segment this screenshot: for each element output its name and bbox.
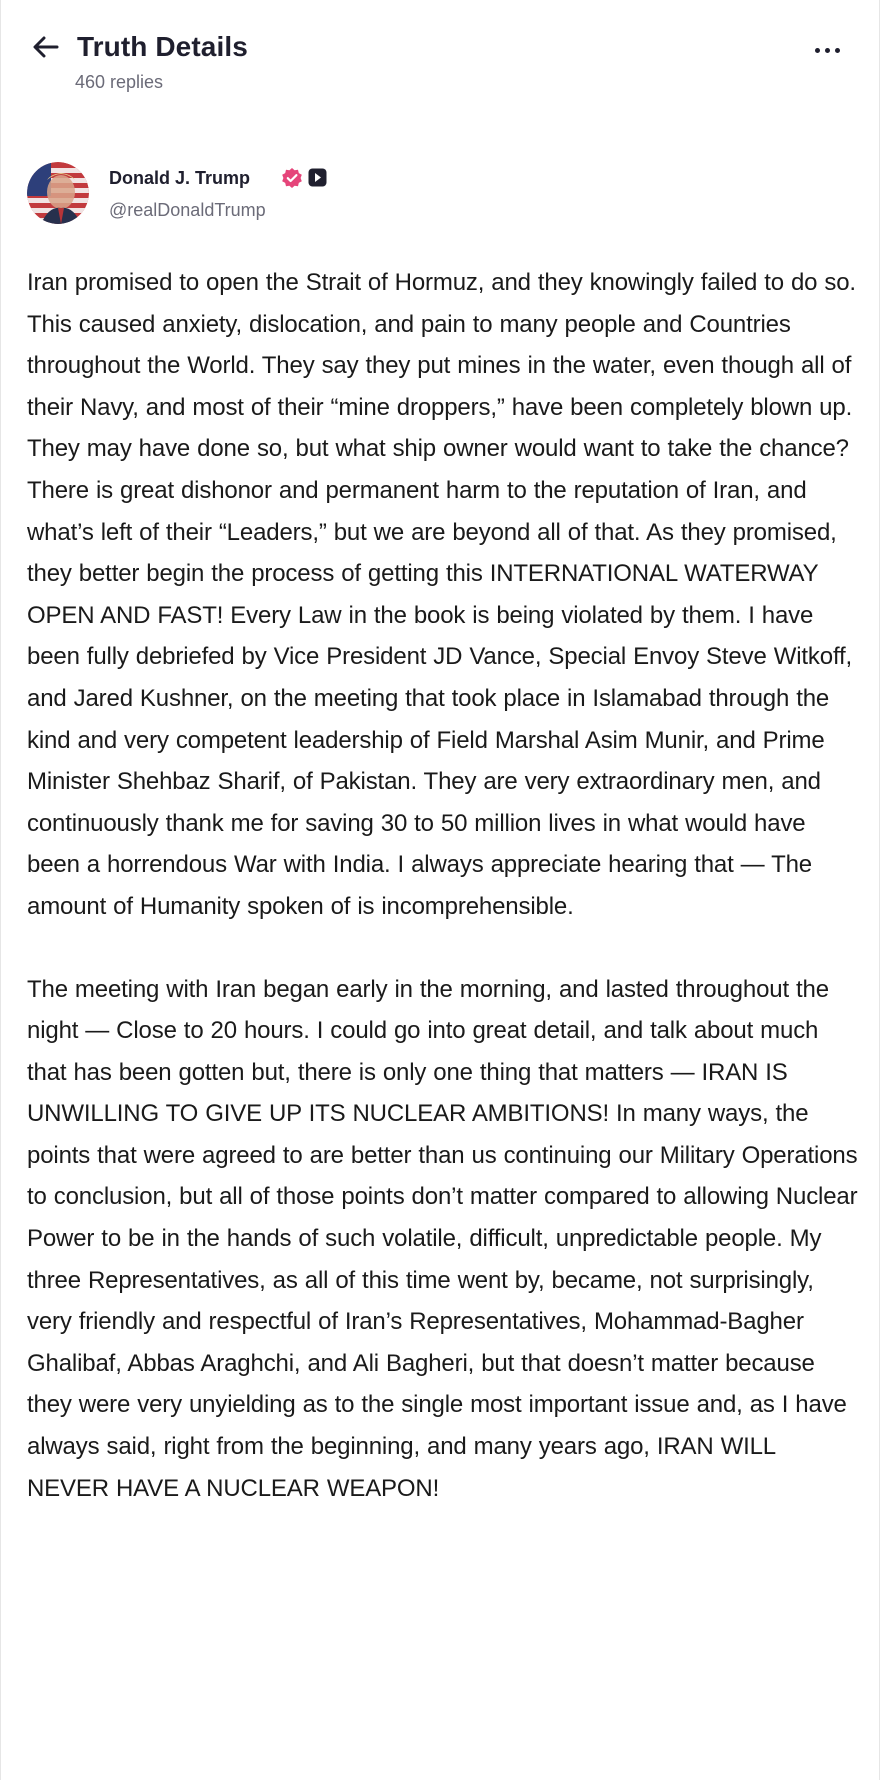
plus-square-icon (308, 168, 327, 187)
author-handle[interactable]: @realDonaldTrump (109, 200, 266, 220)
arrow-left-icon (33, 36, 59, 58)
post-body (27, 262, 859, 1550)
back-button[interactable] (29, 30, 63, 64)
verified-badge-icon (281, 167, 303, 189)
author-block (27, 158, 847, 228)
more-horizontal-icon (815, 48, 820, 53)
post-paragraph: The meeting with Iran began early in the morning, and lasted throughout the night — Close to 20 hours. I could go into great detail, and talk about much that has been gotten but, there is only one thing that matters — IRAN IS UNWILLING TO GIVE UP ITS NUCLEAR AMBITIONS! In many ways, the points that were agreed to are better than us continuing our Military Operations to conclusion, but all of those points don’t matter compared to allowing Nuclear Power to be in the hands of such volatile, difficult, unpredictable people. My three Representatives, as all of this time went by, became, not surprisingly, very friendly and respectful of Iran’s Representatives, Mohammad-Bagher Ghalibaf, Abbas Araghchi, and Ali Bagheri, but that doesn’t matter because they were very unyielding as to the single most important issue and, as I have always said, right from the beginning, and many years ago, IRAN WILL NEVER HAVE A NUCLEAR WEAPON! (27, 975, 858, 1502)
more-options-button[interactable] (807, 36, 847, 64)
more-horizontal-icon-dot (825, 48, 830, 53)
author-name[interactable]: Donald J. Trump (109, 168, 251, 188)
more-horizontal-icon-dot (835, 48, 840, 53)
avatar[interactable] (27, 162, 89, 224)
page-header (1, 0, 880, 112)
replies-count: 460 replies (75, 72, 164, 92)
post-paragraph: Iran promised to open the Strait of Hormuz, and they knowingly failed to do so. This caused anxiety, dislocation, and pain to many people and Countries throughout the World. They say they put mines in the water, even though all of their Navy, and most of their “mine droppers,” have been completely blown up. They may have done so, but what ship owner would want to take the chance? There is great dishonor and permanent harm to the reputation of Iran, and what’s left of their “Leaders,” but we are beyond all of that. As they promised, they better begin the process of getting this INTERNATIONAL WATERWAY OPEN AND FAST! Every Law in the book is being violated by them. I have been fully debriefed by Vice President JD Vance, Special Envoy Steve Witkoff, and Jared Kushner, on the meeting that took place in Islamabad through the kind and very competent leadership of Field Marshal Asim Munir, and Prime Minister Shehbaz Sharif, of Pakistan. They are very extraordinary men, and continuously thank me for saving 30 to 50 million lives in what would have been a horrendous War with India. I always appreciate hearing that — The amount of Humanity spoken of is incomprehensible. (27, 269, 856, 920)
page-title: Truth Details (77, 31, 248, 62)
